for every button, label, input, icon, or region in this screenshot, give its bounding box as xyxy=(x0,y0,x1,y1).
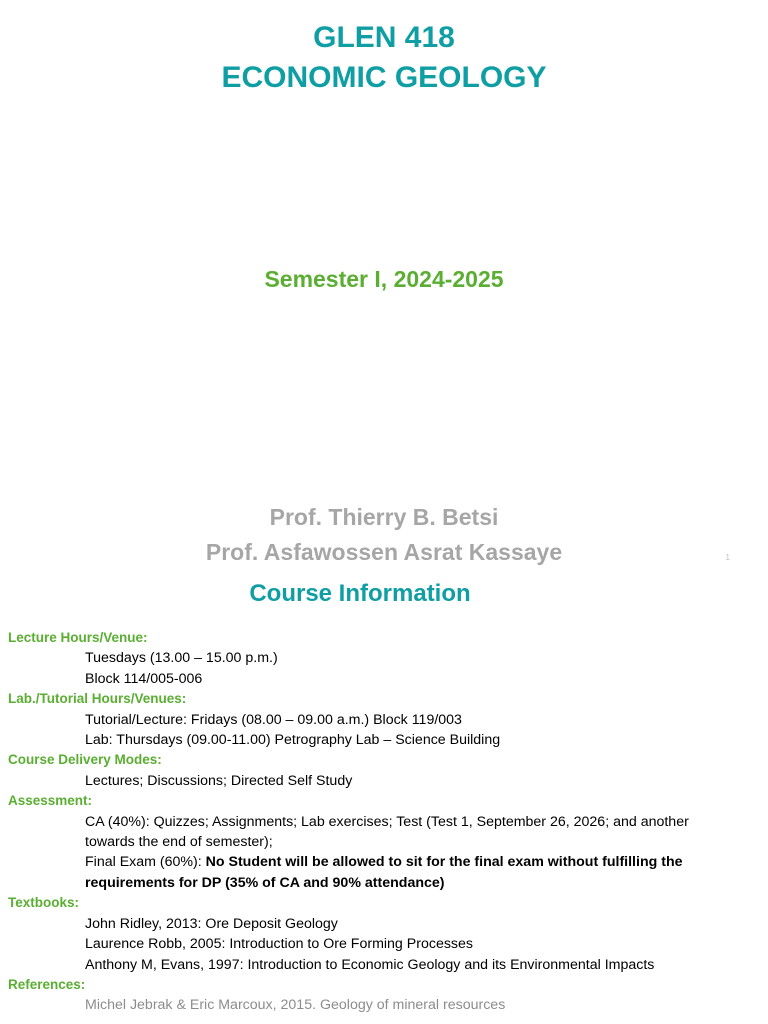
slide-title: Course Information xyxy=(249,580,471,607)
authors xyxy=(0,500,768,570)
lecture-line: Tuesdays (13.00 – 15.00 p.m.) xyxy=(85,650,278,667)
final-exam-requirement-cont: requirements for DP (35% of CA and 90% attendance) xyxy=(85,874,445,891)
semester-label: Semester I, 2024-2025 xyxy=(264,266,504,292)
course-info-body xyxy=(8,628,763,1016)
assessment-ca-line: CA (40%): Quizzes; Assignments; Lab exercises; Test (Test 1, September 26, 2026; and another xyxy=(85,813,689,830)
assessment-final xyxy=(8,852,763,872)
slide-number: 1 xyxy=(725,553,730,562)
reference-item: Michel Jebrak & Eric Marcoux, 2015. Geology of mineral resources xyxy=(85,997,506,1014)
course-title xyxy=(0,18,768,98)
delivery-line: Lectures; Discussions; Directed Self Study xyxy=(85,772,353,789)
lab-line: Lab: Thursdays (09.00-11.00) Petrography Lab – Science Building xyxy=(85,732,501,749)
author-2: Prof. Asfawossen Asrat Kassaye xyxy=(205,539,563,565)
course-code: GLEN 418 xyxy=(313,21,455,54)
author-1: Prof. Thierry B. Betsi xyxy=(269,504,499,530)
textbook-item: Anthony M, Evans, 1997: Introduction to Economic Geology and its Environmental Impacts xyxy=(85,956,655,973)
lecture-line: Block 114/005-006 xyxy=(85,670,203,687)
final-exam-requirement: No Student will be allowed to sit for the final exam without fulfilling the xyxy=(205,854,683,871)
course-name: ECONOMIC GEOLOGY xyxy=(221,61,547,94)
assessment-ca-line: towards the end of semester); xyxy=(85,834,273,851)
assessment-heading: Assessment: xyxy=(8,793,93,809)
delivery-heading: Course Delivery Modes: xyxy=(8,752,162,768)
textbook-item: Laurence Robb, 2005: Introduction to Ore Forming Processes xyxy=(85,936,474,953)
lab-line: Tutorial/Lecture: Fridays (08.00 – 09.00 a.m.) Block 119/003 xyxy=(85,711,462,728)
lecture-heading: Lecture Hours/Venue: xyxy=(8,630,148,645)
final-exam-label: Final Exam (60%): xyxy=(85,854,206,871)
textbooks-heading: Textbooks: xyxy=(8,895,80,911)
lab-heading: Lab./Tutorial Hours/Venues: xyxy=(8,691,187,707)
references-heading: References: xyxy=(8,976,86,992)
course-info-slide xyxy=(0,576,768,1024)
textbook-item: John Ridley, 2013: Ore Deposit Geology xyxy=(85,915,338,932)
